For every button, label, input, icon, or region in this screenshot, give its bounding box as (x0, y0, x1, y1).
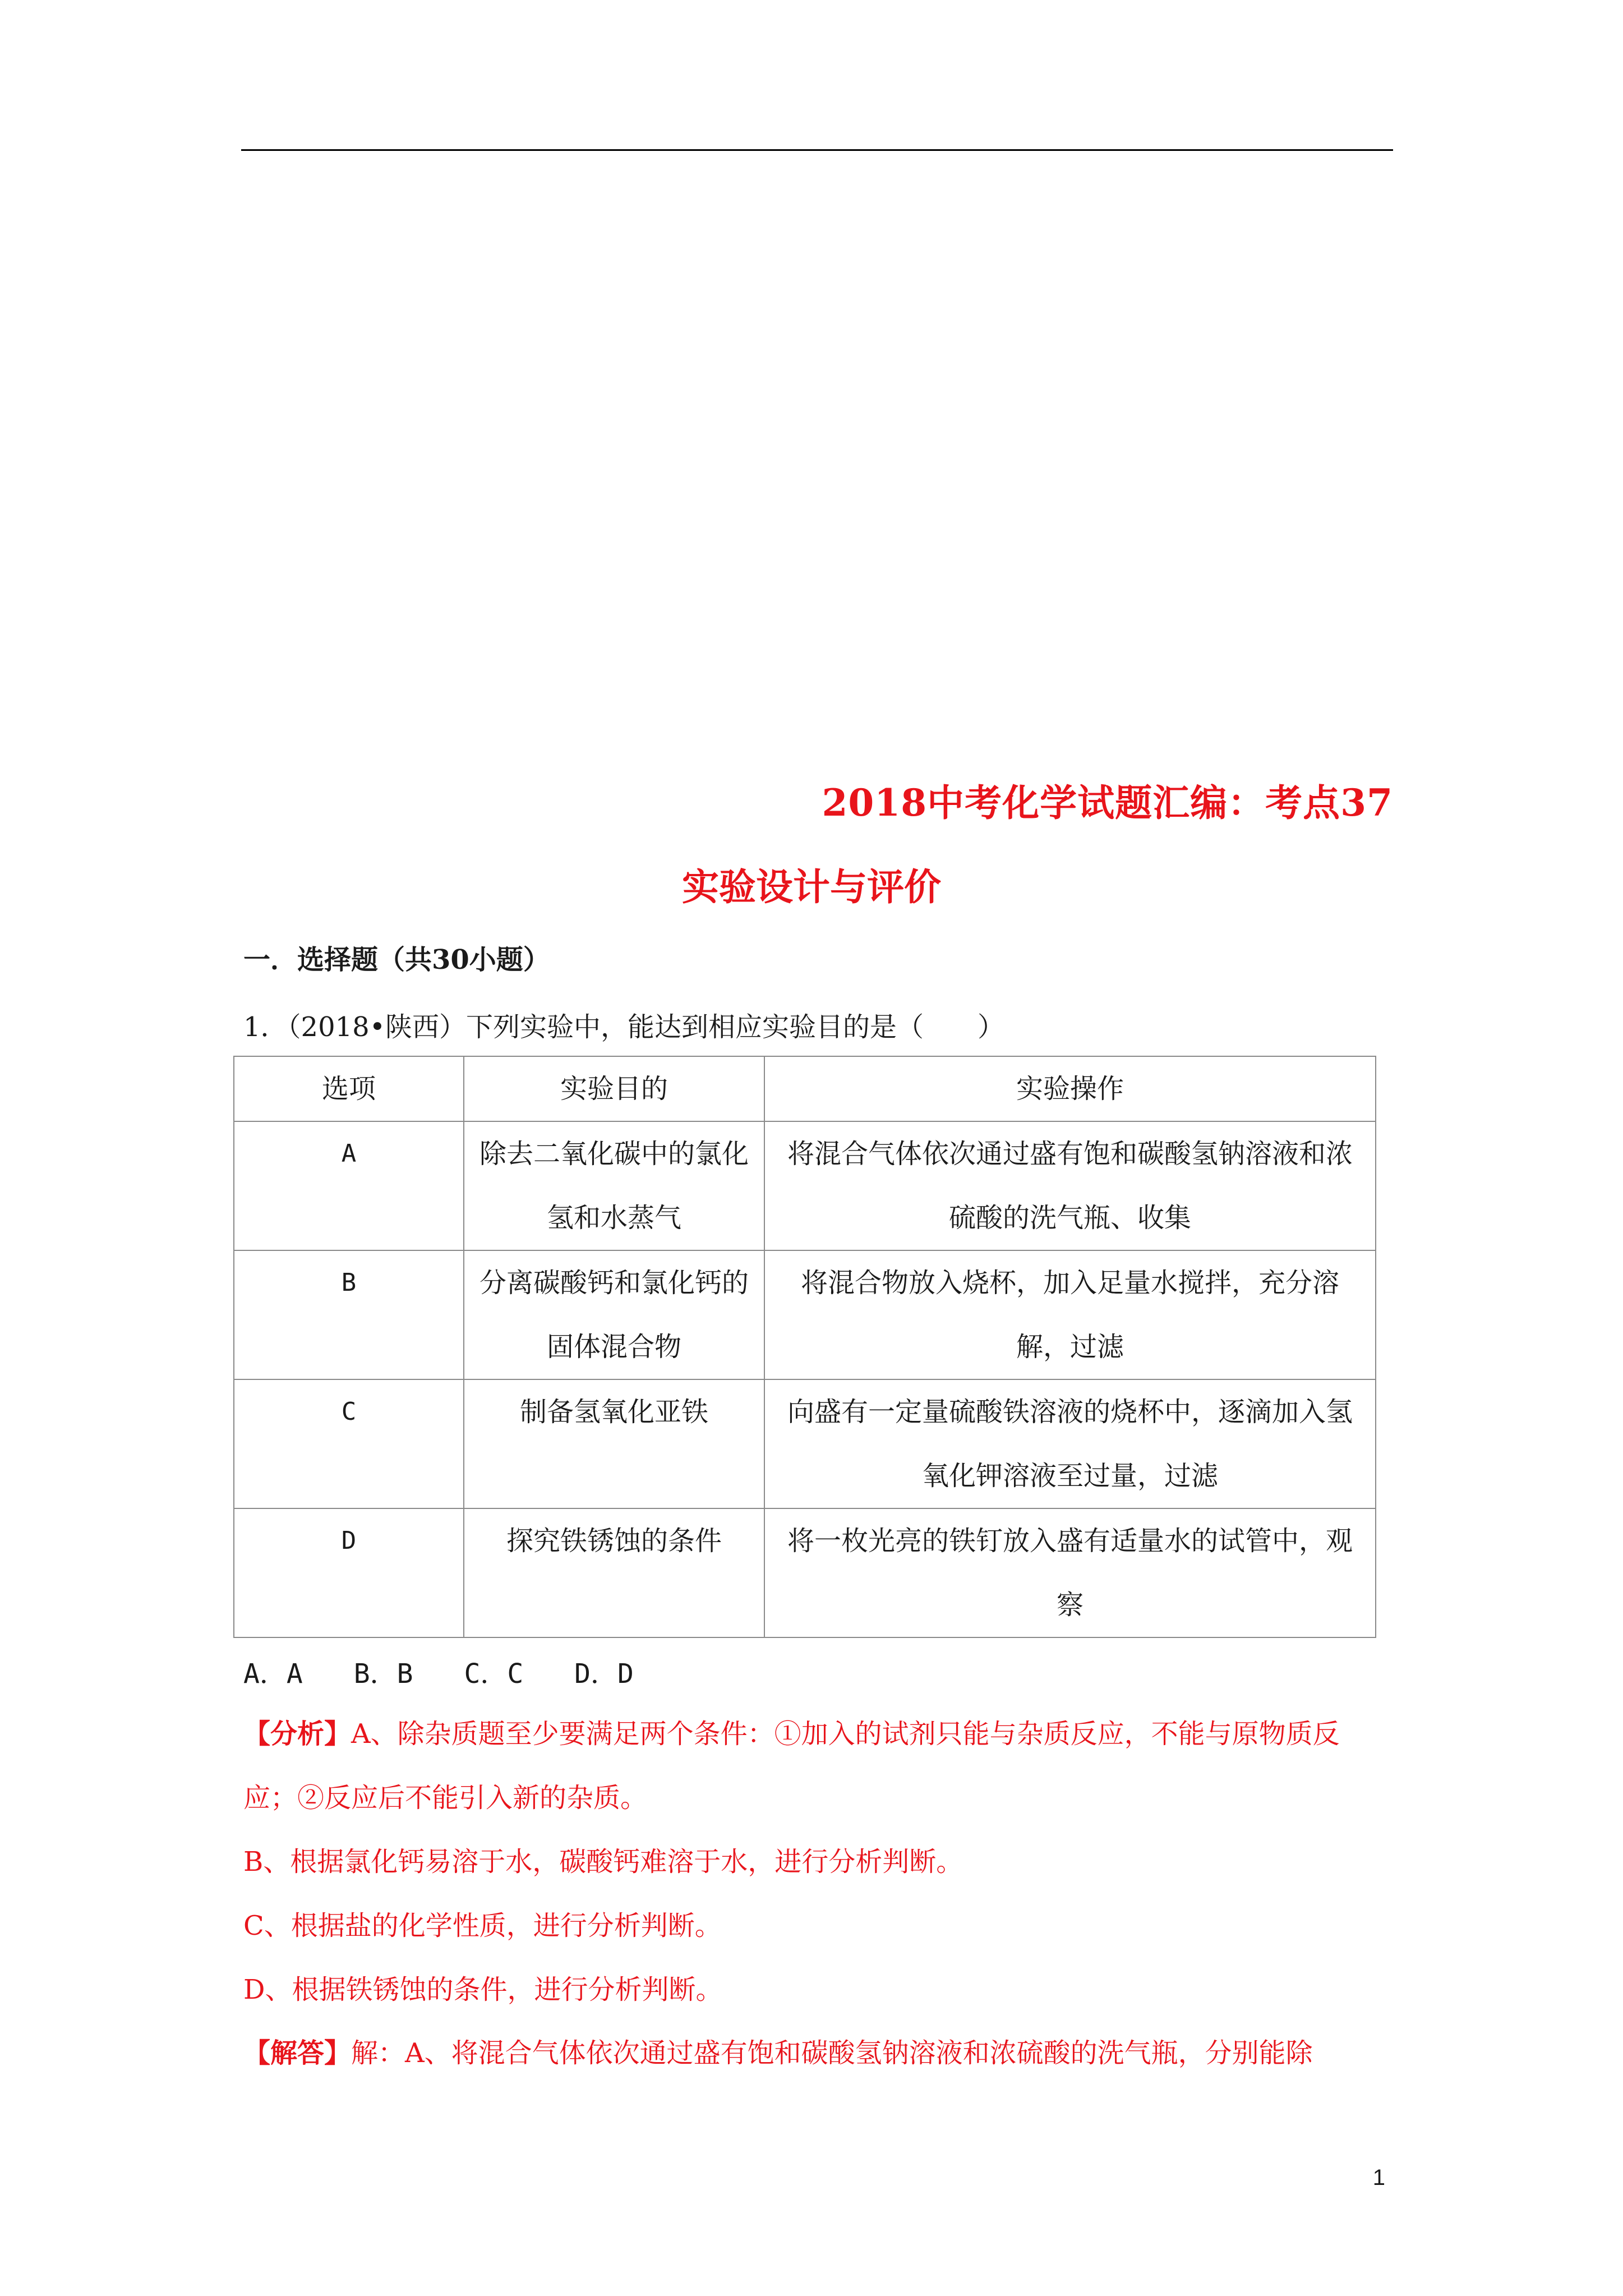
page-number: 1 (1372, 2165, 1385, 2190)
answer-tag: 【解答】 (243, 2037, 352, 2069)
analysis-text-c: C、根据盐的化学性质，进行分析判断。 (243, 1910, 722, 1941)
table-cell-operation: 向盛有一定量硫酸铁溶液的烧杯中，逐滴加入氢氧化钾溶液至过量，过滤 (764, 1379, 1376, 1508)
table-cell-operation: 将混合气体依次通过盛有饱和碳酸氢钠溶液和浓硫酸的洗气瓶、收集 (764, 1121, 1376, 1250)
title-line-2: 实验设计与评价 (682, 865, 941, 909)
table-cell-purpose: 除去二氧化碳中的氯化氢和水蒸气 (464, 1121, 764, 1250)
header-rule (241, 149, 1393, 151)
table-cell-option: B (234, 1250, 464, 1379)
analysis-text-d: D、根据铁锈蚀的条件，进行分析判断。 (243, 1974, 723, 2005)
table-row (234, 1121, 1376, 1250)
table-cell-option: C (234, 1379, 464, 1508)
experiment-table (233, 1056, 1376, 1638)
analysis-paragraph-1 (243, 1702, 1387, 1830)
analysis-text-b: B、根据氯化钙易溶于水，碳酸钙难溶于水，进行分析判断。 (243, 1846, 963, 1878)
choice-c: C．C (464, 1658, 524, 1690)
table-cell-operation: 将一枚光亮的铁钉放入盛有适量水的试管中，观察 (764, 1508, 1376, 1637)
table-cell-purpose: 探究铁锈蚀的条件 (464, 1508, 764, 1637)
choice-d: D．D (574, 1658, 634, 1690)
title-line-1: 2018中考化学试题汇编：考点37 (822, 781, 1393, 825)
table-header-row (234, 1056, 1376, 1121)
answer-text: 解：A、将混合气体依次通过盛有饱和碳酸氢钠溶液和浓硫酸的洗气瓶，分别能除 (351, 2037, 1313, 2069)
choice-b: B．B (353, 1658, 413, 1690)
analysis-tag: 【分析】 (243, 1718, 352, 1750)
table-header-option: 选项 (234, 1056, 464, 1121)
table-cell-purpose: 制备氢氧化亚铁 (464, 1379, 764, 1508)
table-cell-operation: 将混合物放入烧杯，加入足量水搅拌，充分溶解，过滤 (764, 1250, 1376, 1379)
table-row (234, 1379, 1376, 1508)
section-heading: 一．选择题（共30小题） (243, 944, 550, 976)
choice-a: A．A (243, 1658, 303, 1690)
question-text: 1．（2018•陕西）下列实验中，能达到相应实验目的是（ ） (243, 1011, 1005, 1043)
table-cell-option: D (234, 1508, 464, 1637)
table-header-operation: 实验操作 (764, 1056, 1376, 1121)
answer-choices (243, 1652, 668, 1691)
answer-paragraph (243, 2021, 1387, 2085)
table-cell-option: A (234, 1121, 464, 1250)
table-row (234, 1508, 1376, 1637)
table-row (234, 1250, 1376, 1379)
table-cell-purpose: 分离碳酸钙和氯化钙的固体混合物 (464, 1250, 764, 1379)
analysis-text-a: A、除杂质题至少要满足两个条件：①加入的试剂只能与杂质反应，不能与原物质反应；②反应后不能引入新的杂质。 (243, 1718, 1340, 1814)
table-header-purpose: 实验目的 (464, 1056, 764, 1121)
